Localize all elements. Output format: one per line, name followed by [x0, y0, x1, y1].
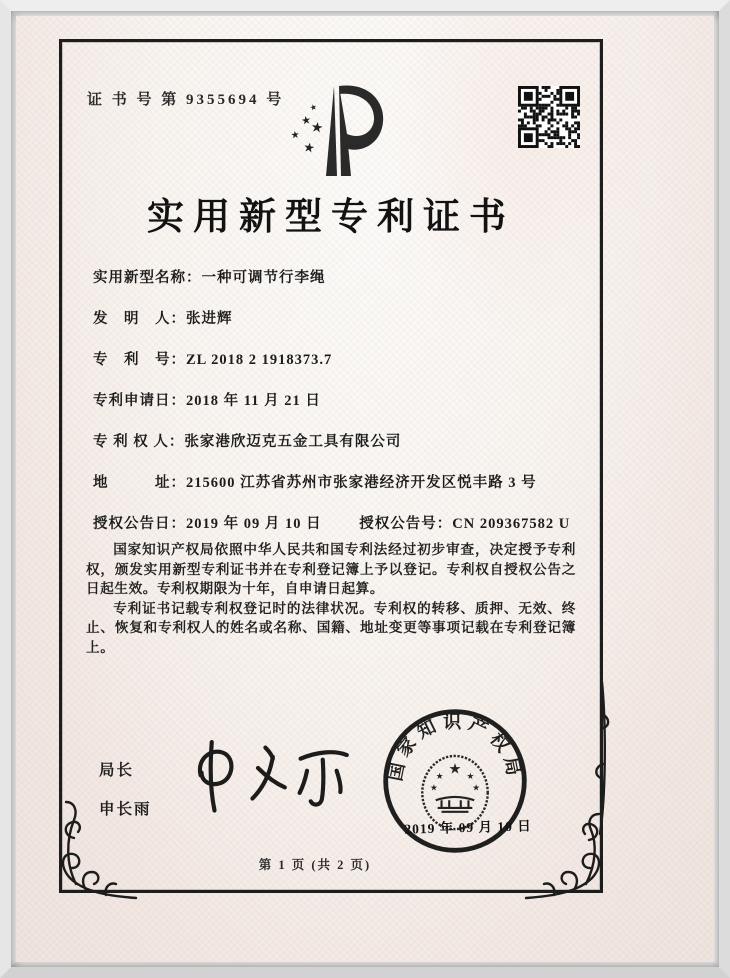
field-value: 2019 年 09 月 10 日 [186, 516, 322, 532]
field-value: CN 209367582 U [452, 516, 571, 532]
certificate-title: 实用新型专利证书 [147, 197, 515, 238]
cnipa-logo-icon [273, 76, 393, 184]
field-value: 张家港欣迈克五金工具有限公司 [184, 434, 402, 450]
corner-flourish-left [46, 768, 138, 904]
field-filing-date [93, 389, 573, 430]
field-label: 专利申请日： [93, 393, 186, 409]
svg-text:★: ★ [429, 783, 438, 794]
field-value: 张进辉 [186, 311, 233, 327]
field-label: 实用新型名称： [93, 270, 202, 286]
svg-text:★: ★ [301, 140, 316, 157]
legal-text [86, 540, 576, 658]
certificate-border [59, 39, 603, 893]
signer-name: 申长雨 [99, 801, 152, 818]
field-label: 专 利 号： [93, 352, 186, 368]
svg-text:★: ★ [466, 772, 475, 783]
field-grant-number [359, 516, 570, 532]
certificate-number: 证 书 号 第 9355694 号 [87, 92, 285, 108]
field-label: 专 利 权 人： [93, 434, 185, 450]
field-grant-date [93, 516, 325, 532]
page-footer: 第 1 页 (共 2 页) [258, 858, 372, 872]
svg-text:★: ★ [309, 119, 325, 137]
field-patent-number [93, 348, 573, 389]
svg-text:★: ★ [308, 102, 318, 113]
svg-text:★: ★ [300, 113, 313, 128]
legal-paragraph-1: 国家知识产权局依照中华人民共和国专利法经过初步审查，决定授予专利权，颁发实用新型专利证书并在专利登记簿上予以登记。专利权自授权公告之日起生效。专利权期限为十年，自申请日起算。 [86, 542, 576, 597]
seal-text: 国家知识产权局 [385, 711, 525, 783]
corner-flourish-right [524, 674, 616, 904]
field-label: 地 址： [93, 475, 186, 491]
signature-graphic [184, 724, 369, 836]
seal-date: 2019 年 09 月 10 日 [404, 818, 532, 837]
signer-title: 局长 [99, 762, 135, 779]
field-value: 215600 江苏省苏州市张家港经济开发区悦丰路 3 号 [186, 475, 537, 491]
field-list [93, 266, 573, 553]
svg-text:★: ★ [290, 129, 301, 142]
svg-text:★: ★ [472, 783, 481, 794]
field-label: 发 明 人： [93, 311, 186, 327]
certificate-paper [16, 16, 714, 962]
field-value: 一种可调节行李绳 [201, 270, 326, 286]
field-patentee [93, 430, 573, 471]
field-address [93, 471, 573, 512]
svg-text:★: ★ [448, 761, 462, 778]
field-inventor [93, 307, 573, 348]
field-label: 授权公告号： [359, 516, 453, 532]
qr-code-icon [518, 84, 580, 150]
svg-text:★: ★ [435, 772, 444, 783]
field-label: 授权公告日： [93, 516, 186, 532]
legal-paragraph-2: 专利证书记载专利权登记时的法律状况。专利权的转移、质押、无效、终止、恢复和专利权人的姓名或名称、国籍、地址变更等事项记载在专利登记簿上。 [86, 600, 576, 655]
field-value: ZL 2018 2 1918373.7 [186, 352, 333, 368]
field-patent-name [93, 266, 573, 307]
field-value: 2018 年 11 月 21 日 [186, 393, 321, 409]
